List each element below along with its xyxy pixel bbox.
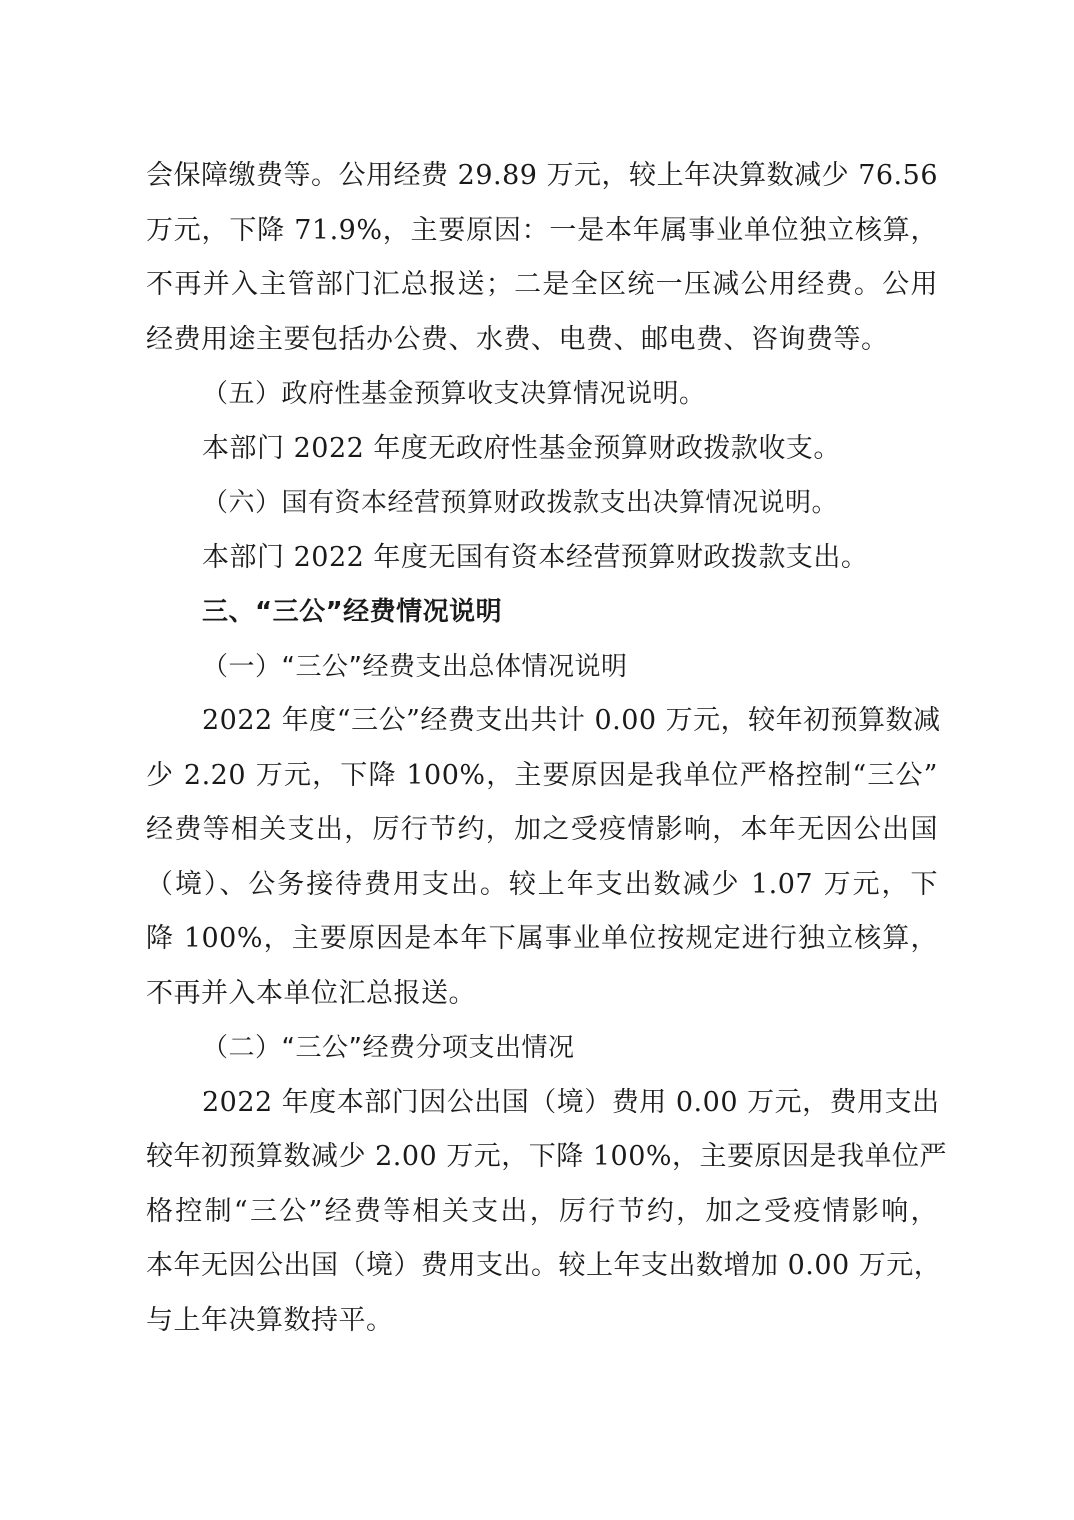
paragraph-line: 不再并入主管部门汇总报送；二是全区统一压减公用经费。公用 xyxy=(146,269,938,300)
section-heading-1: （一）“三公”经费支出总体情况说明 xyxy=(202,651,628,682)
paragraph-line: 与上年决算数持平。 xyxy=(146,1304,394,1336)
paragraph-line: 本年无因公出国（境）费用支出。较上年支出数增加 0.00 万元， xyxy=(146,1250,942,1281)
chapter-heading-3: 三、“三公”经费情况说明 xyxy=(202,597,503,627)
section-heading-5: （五）政府性基金预算收支决算情况说明。 xyxy=(202,379,706,409)
paragraph-line: 格控制“三公”经费等相关支出，厉行节约，加之受疫情影响， xyxy=(146,1195,938,1227)
paragraph-line: 2022 年度本部门因公出国（境）费用 0.00 万元，费用支出 xyxy=(202,1086,940,1118)
paragraph-line: 少 2.20 万元，下降 100%，主要原因是我单位严格控制“三公” xyxy=(146,759,938,791)
paragraph-line: 本部门 2022 年度无国有资本经营预算财政拨款支出。 xyxy=(202,541,869,573)
document-body xyxy=(146,149,948,1348)
paragraph-line: （境）、公务接待费用支出。较上年支出数减少 1.07 万元，下 xyxy=(146,868,938,900)
paragraph-line: 较年初预算数减少 2.00 万元，下降 100%，主要原因是我单位严 xyxy=(146,1141,948,1172)
paragraph-line: 万元，下降 71.9%，主要原因：一是本年属事业单位独立核算， xyxy=(146,214,938,246)
section-heading-2: （二）“三公”经费分项支出情况 xyxy=(202,1033,575,1063)
paragraph-line: 经费等相关支出，厉行节约，加之受疫情影响，本年无因公出国 xyxy=(146,814,938,845)
paragraph-line: 不再并入本单位汇总报送。 xyxy=(146,977,476,1009)
paragraph-line: 降 100%，主要原因是本年下属事业单位按规定进行独立核算， xyxy=(146,923,938,954)
paragraph-line: 会保障缴费等。公用经费 29.89 万元，较上年决算数减少 76.56 xyxy=(146,160,938,191)
paragraph-line: 经费用途主要包括办公费、水费、电费、邮电费、咨询费等。 xyxy=(146,323,889,355)
paragraph-line: 2022 年度“三公”经费支出共计 0.00 万元，较年初预算数减 xyxy=(202,705,941,736)
section-heading-6: （六）国有资本经营预算财政拨款支出决算情况说明。 xyxy=(202,488,839,518)
paragraph-line: 本部门 2022 年度无政府性基金预算财政拨款收支。 xyxy=(202,432,841,464)
